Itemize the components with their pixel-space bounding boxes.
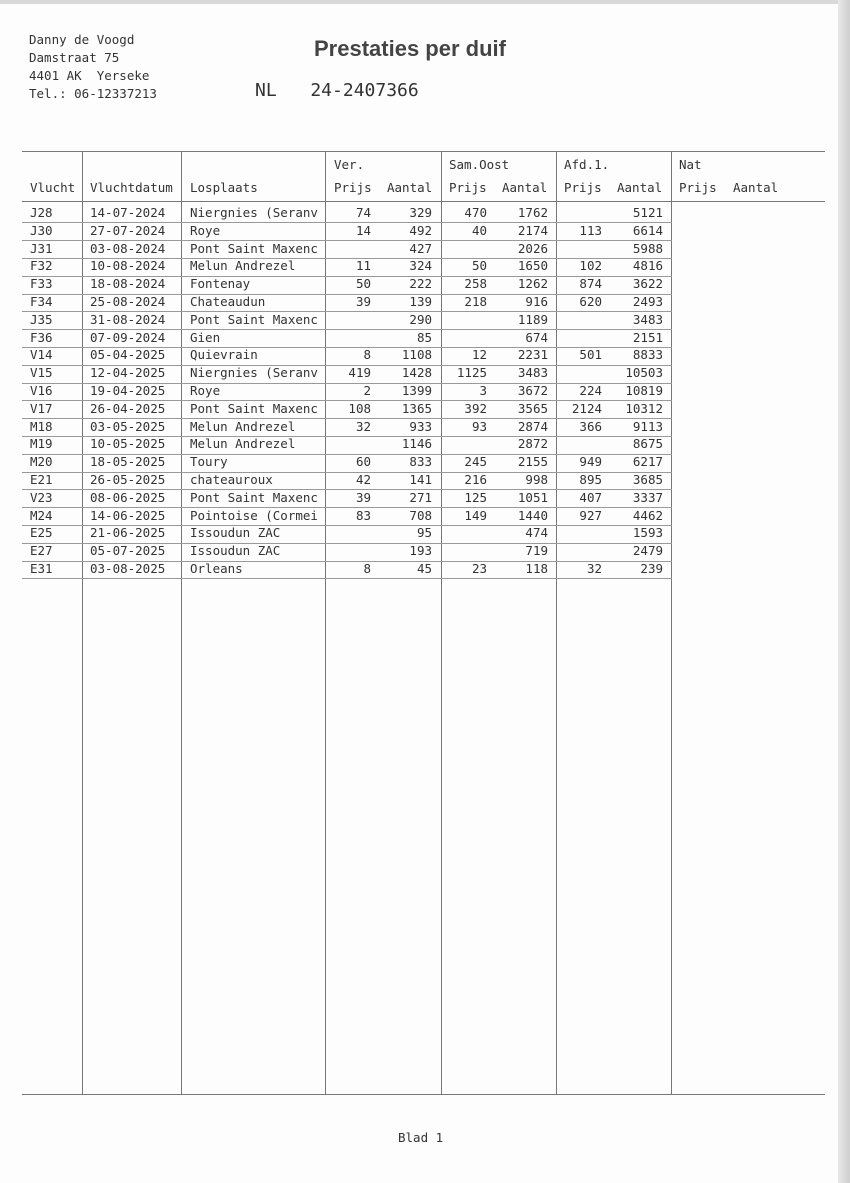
cell-afd-prijs: 102: [579, 258, 602, 274]
cell-afd-aantal: 3337: [632, 489, 663, 505]
cell-vluchtdatum: 05-04-2025: [90, 347, 166, 363]
cell-afd-prijs: 2124: [571, 400, 602, 416]
cell-afd-prijs: 407: [579, 489, 602, 505]
cell-sam-prijs: 216: [464, 472, 487, 487]
cell-afd-aantal: 239: [640, 561, 663, 576]
cell-ver-prijs: 83: [355, 507, 371, 523]
sender-address: [29, 31, 157, 103]
cell-vluchtdatum: 18-05-2025: [90, 454, 166, 470]
cell-losplaats: Quievrain: [190, 347, 258, 363]
cell-vlucht: M18: [30, 418, 53, 434]
cell-vlucht: M24: [30, 507, 53, 523]
cell-vluchtdatum: 12-04-2025: [90, 365, 166, 381]
ring-number: NL 24-2407366: [255, 80, 419, 101]
cell-sam-aantal: 1762: [517, 205, 548, 220]
cell-sam-aantal: 719: [525, 543, 548, 559]
cell-afd-aantal: 6614: [632, 222, 663, 238]
scan-border-right: [838, 0, 850, 1183]
cell-ver-prijs: 32: [355, 418, 371, 434]
cell-sam-prijs: 149: [464, 507, 487, 523]
cell-vlucht: E27: [30, 543, 53, 559]
table-bottom-rule: [22, 1094, 825, 1095]
scan-border-top: [0, 0, 850, 4]
cell-losplaats: Pont Saint Maxenc: [190, 489, 318, 505]
cell-afd-prijs: 949: [579, 454, 602, 470]
cell-vlucht: J35: [30, 311, 53, 327]
cell-vluchtdatum: 10-05-2025: [90, 436, 166, 452]
table-top-rule: [22, 151, 825, 152]
cell-vluchtdatum: 14-07-2024: [90, 205, 166, 220]
cell-losplaats: chateauroux: [190, 472, 273, 487]
cell-sam-prijs: 93: [471, 418, 487, 434]
cell-vluchtdatum: 27-07-2024: [90, 222, 166, 238]
cell-afd-prijs: 366: [579, 418, 602, 434]
cell-ver-aantal: 290: [409, 311, 432, 327]
cell-afd-aantal: 5988: [632, 240, 663, 256]
cell-sam-aantal: 3565: [517, 400, 548, 416]
cell-afd-aantal: 2493: [632, 294, 663, 309]
cell-vluchtdatum: 18-08-2024: [90, 276, 166, 292]
cell-ver-aantal: 271: [409, 489, 432, 505]
cell-ver-aantal: 85: [416, 329, 432, 345]
cell-sam-aantal: 1189: [517, 311, 548, 327]
cell-vluchtdatum: 03-05-2025: [90, 418, 166, 434]
cell-sam-aantal: 2026: [517, 240, 548, 256]
cell-ver-aantal: 708: [409, 507, 432, 523]
cell-ver-prijs: 2: [363, 383, 371, 398]
cell-sam-aantal: 118: [525, 561, 548, 576]
cell-ver-aantal: 1399: [401, 383, 432, 398]
cell-losplaats: Pont Saint Maxenc: [190, 400, 318, 416]
cell-sam-aantal: 674: [525, 329, 548, 345]
cell-vlucht: F33: [30, 276, 53, 292]
cell-afd-aantal: 3622: [632, 276, 663, 292]
cell-sam-aantal: 3672: [517, 383, 548, 398]
cell-sam-prijs: 23: [471, 561, 487, 576]
cell-ver-aantal: 492: [409, 222, 432, 238]
cell-vlucht: E31: [30, 561, 53, 576]
cell-ver-prijs: 50: [355, 276, 371, 292]
cell-vlucht: V23: [30, 489, 53, 505]
cell-afd-prijs: 927: [579, 507, 602, 523]
column-header-sam-aantal: Aantal: [502, 180, 548, 195]
cell-sam-aantal: 1650: [517, 258, 548, 274]
cell-afd-aantal: 1593: [632, 525, 663, 541]
cell-vluchtdatum: 25-08-2024: [90, 294, 166, 309]
cell-sam-aantal: 998: [525, 472, 548, 487]
cell-vlucht: F32: [30, 258, 53, 274]
cell-afd-prijs: 224: [579, 383, 602, 398]
cell-ver-prijs: 39: [355, 294, 371, 309]
cell-losplaats: Roye: [190, 222, 221, 238]
cell-sam-prijs: 40: [471, 222, 487, 238]
group-header-sam-oost: Sam.Oost: [449, 157, 510, 172]
cell-ver-aantal: 139: [409, 294, 432, 309]
cell-afd-prijs: 874: [579, 276, 602, 292]
cell-ver-prijs: 108: [348, 400, 371, 416]
column-header-ver-prijs: Prijs: [334, 180, 372, 195]
cell-afd-prijs: 895: [579, 472, 602, 487]
column-header-nat-prijs: Prijs: [679, 180, 717, 195]
cell-afd-aantal: 10312: [625, 400, 663, 416]
cell-afd-aantal: 3483: [632, 311, 663, 327]
cell-sam-aantal: 1051: [517, 489, 548, 505]
cell-losplaats: Melun Andrezel: [190, 258, 296, 274]
cell-ver-prijs: 60: [355, 454, 371, 470]
cell-vluchtdatum: 05-07-2025: [90, 543, 166, 559]
cell-ver-prijs: 39: [355, 489, 371, 505]
cell-ver-prijs: 14: [355, 222, 371, 238]
cell-afd-aantal: 2151: [632, 329, 663, 345]
cell-ver-aantal: 141: [409, 472, 432, 487]
row-rule: [22, 578, 672, 579]
cell-sam-prijs: 3: [479, 383, 487, 398]
cell-sam-aantal: 1440: [517, 507, 548, 523]
cell-sam-aantal: 1262: [517, 276, 548, 292]
group-header-ver: Ver.: [334, 157, 365, 172]
column-header-vlucht: Vlucht: [30, 180, 76, 195]
cell-ver-prijs: 11: [355, 258, 371, 274]
cell-vlucht: F36: [30, 329, 53, 345]
cell-vluchtdatum: 21-06-2025: [90, 525, 166, 541]
cell-afd-prijs: 501: [579, 347, 602, 363]
cell-vlucht: E21: [30, 472, 53, 487]
cell-sam-aantal: 474: [525, 525, 548, 541]
cell-sam-prijs: 50: [471, 258, 487, 274]
cell-vluchtdatum: 03-08-2025: [90, 561, 166, 576]
cell-losplaats: Pont Saint Maxenc: [190, 240, 318, 256]
column-header-afd-aantal: Aantal: [617, 180, 663, 195]
cell-sam-aantal: 3483: [517, 365, 548, 381]
cell-vluchtdatum: 19-04-2025: [90, 383, 166, 398]
cell-losplaats: Melun Andrezel: [190, 418, 296, 434]
cell-vlucht: E25: [30, 525, 53, 541]
cell-vlucht: V15: [30, 365, 53, 381]
cell-ver-prijs: 419: [348, 365, 371, 381]
cell-sam-prijs: 245: [464, 454, 487, 470]
cell-losplaats: Chateaudun: [190, 294, 266, 309]
column-header-vluchtdatum: Vluchtdatum: [90, 180, 173, 195]
column-divider: [325, 151, 326, 1094]
page-title: Prestaties per duif: [314, 36, 506, 61]
cell-losplaats: Toury: [190, 454, 228, 470]
cell-afd-aantal: 10503: [625, 365, 663, 381]
address-line: Tel.: 06-12337213: [29, 86, 157, 101]
address-line: Danny de Voogd: [29, 32, 135, 47]
cell-afd-prijs: 113: [579, 222, 602, 238]
cell-sam-aantal: 2155: [517, 454, 548, 470]
cell-afd-prijs: 620: [579, 294, 602, 309]
cell-afd-aantal: 8833: [632, 347, 663, 363]
cell-ver-aantal: 1108: [401, 347, 432, 363]
cell-ver-aantal: 222: [409, 276, 432, 292]
cell-sam-prijs: 125: [464, 489, 487, 505]
cell-ver-aantal: 933: [409, 418, 432, 434]
column-header-ver-aantal: Aantal: [387, 180, 433, 195]
cell-vluchtdatum: 07-09-2024: [90, 329, 166, 345]
cell-sam-prijs: 12: [471, 347, 487, 363]
column-divider: [82, 151, 83, 1094]
cell-vluchtdatum: 10-08-2024: [90, 258, 166, 274]
cell-vlucht: J28: [30, 205, 53, 220]
cell-vluchtdatum: 26-05-2025: [90, 472, 166, 487]
cell-ver-aantal: 427: [409, 240, 432, 256]
cell-afd-aantal: 5121: [632, 205, 663, 220]
cell-losplaats: Issoudun ZAC: [190, 525, 281, 541]
cell-ver-aantal: 324: [409, 258, 432, 274]
cell-vluchtdatum: 03-08-2024: [90, 240, 166, 256]
cell-ver-aantal: 1428: [401, 365, 432, 381]
cell-vluchtdatum: 08-06-2025: [90, 489, 166, 505]
cell-losplaats: Niergnies (Seranv: [190, 365, 318, 381]
column-header-sam-prijs: Prijs: [449, 180, 487, 195]
group-header-nat: Nat: [679, 157, 702, 172]
column-header-afd-prijs: Prijs: [564, 180, 602, 195]
address-line: 4401 AK Yerseke: [29, 68, 150, 83]
cell-losplaats: Niergnies (Seranv: [190, 205, 318, 220]
column-divider: [181, 151, 182, 1094]
cell-ver-prijs: 42: [355, 472, 371, 487]
cell-ver-aantal: 1146: [401, 436, 432, 452]
cell-sam-aantal: 2174: [517, 222, 548, 238]
cell-afd-aantal: 2479: [632, 543, 663, 559]
address-line: Damstraat 75: [29, 50, 120, 65]
group-header-afd: Afd.1.: [564, 157, 610, 172]
cell-ver-aantal: 45: [416, 561, 432, 576]
cell-sam-prijs: 470: [464, 205, 487, 220]
cell-vluchtdatum: 26-04-2025: [90, 400, 166, 416]
cell-afd-aantal: 3685: [632, 472, 663, 487]
cell-afd-aantal: 8675: [632, 436, 663, 452]
cell-losplaats: Melun Andrezel: [190, 436, 296, 452]
cell-sam-aantal: 2231: [517, 347, 548, 363]
cell-losplaats: Orleans: [190, 561, 243, 576]
cell-vluchtdatum: 31-08-2024: [90, 311, 166, 327]
cell-ver-aantal: 329: [409, 205, 432, 220]
cell-ver-aantal: 1365: [401, 400, 432, 416]
cell-ver-prijs: 74: [355, 205, 371, 220]
cell-ver-aantal: 95: [416, 525, 432, 541]
cell-vluchtdatum: 14-06-2025: [90, 507, 166, 523]
cell-sam-prijs: 1125: [456, 365, 487, 381]
cell-vlucht: M20: [30, 454, 53, 470]
cell-losplaats: Pont Saint Maxenc: [190, 311, 318, 327]
cell-losplaats: Fontenay: [190, 276, 251, 292]
column-divider: [441, 151, 442, 1094]
column-header-nat-aantal: Aantal: [733, 180, 779, 195]
cell-afd-aantal: 9113: [632, 418, 663, 434]
cell-ver-prijs: 8: [363, 347, 371, 363]
cell-vlucht: J30: [30, 222, 53, 238]
cell-vlucht: V16: [30, 383, 53, 398]
table-header-rule: [22, 201, 825, 202]
cell-ver-aantal: 193: [409, 543, 432, 559]
column-divider: [556, 151, 557, 1094]
cell-sam-aantal: 916: [525, 294, 548, 309]
cell-ver-prijs: 8: [363, 561, 371, 576]
cell-sam-prijs: 392: [464, 400, 487, 416]
cell-losplaats: Gien: [190, 329, 221, 345]
cell-afd-prijs: 32: [586, 561, 602, 576]
cell-afd-aantal: 10819: [625, 383, 663, 398]
cell-ver-aantal: 833: [409, 454, 432, 470]
cell-losplaats: Roye: [190, 383, 221, 398]
column-divider: [671, 151, 672, 1094]
cell-afd-aantal: 4462: [632, 507, 663, 523]
cell-sam-aantal: 2872: [517, 436, 548, 452]
cell-vlucht: M19: [30, 436, 53, 452]
cell-sam-prijs: 218: [464, 294, 487, 309]
column-header-losplaats: Losplaats: [190, 180, 258, 195]
cell-vlucht: V14: [30, 347, 53, 363]
cell-vlucht: J31: [30, 240, 53, 256]
cell-afd-aantal: 6217: [632, 454, 663, 470]
cell-vlucht: F34: [30, 294, 53, 309]
cell-afd-aantal: 4816: [632, 258, 663, 274]
cell-losplaats: Pointoise (Cormei: [190, 507, 318, 523]
cell-sam-aantal: 2874: [517, 418, 548, 434]
cell-sam-prijs: 258: [464, 276, 487, 292]
cell-vlucht: V17: [30, 400, 53, 416]
page-number: Blad 1: [398, 1130, 444, 1145]
cell-losplaats: Issoudun ZAC: [190, 543, 281, 559]
